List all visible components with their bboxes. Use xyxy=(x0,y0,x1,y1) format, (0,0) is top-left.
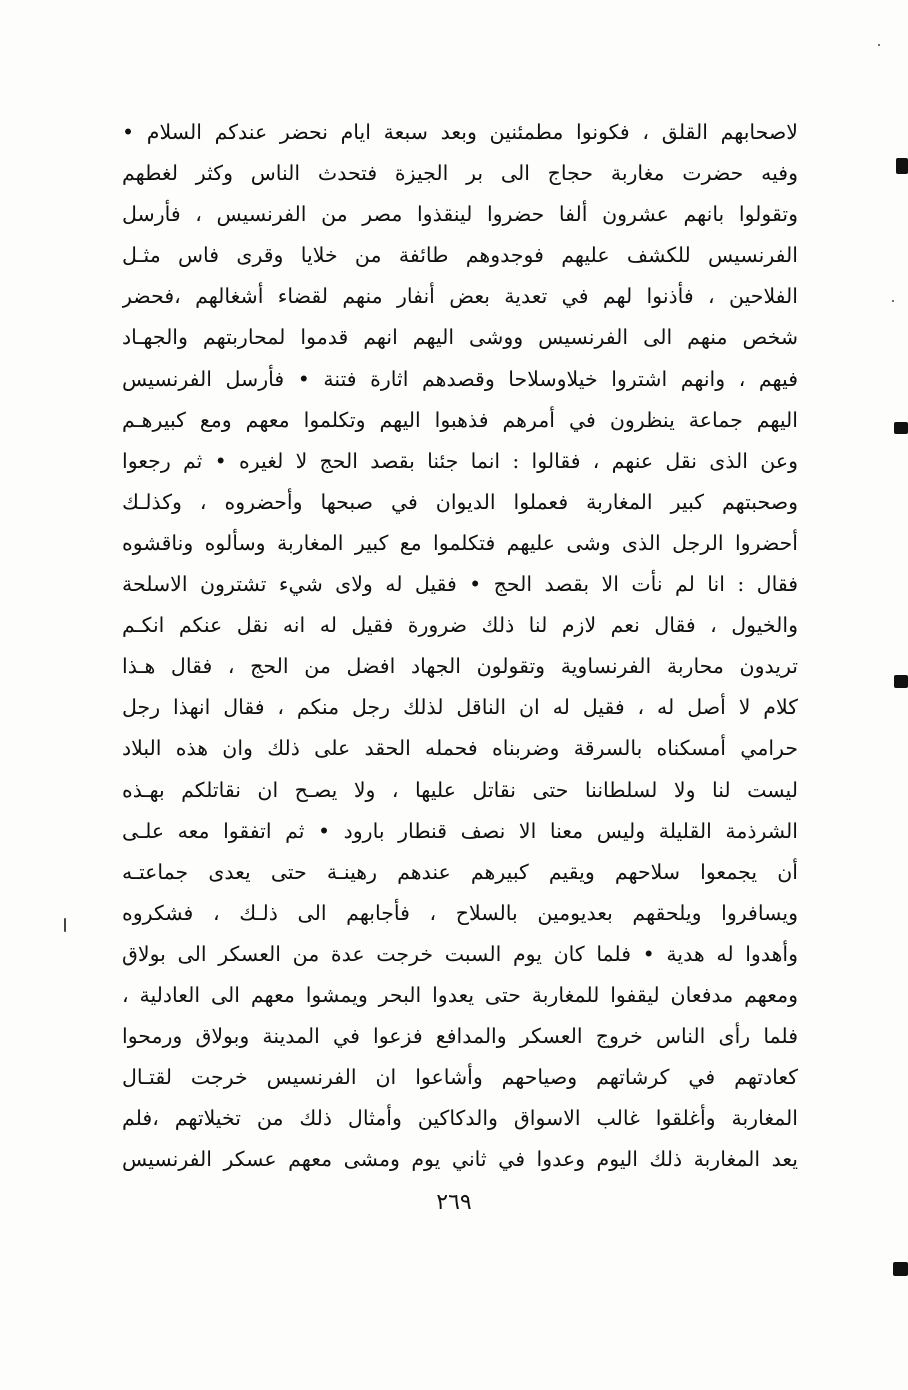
text-line: الفلاحين ، فأذنوا لهم في تعدية بعض أنفار منهم لقضاء أشغالهم ،فحضر xyxy=(122,284,798,309)
text-line: فيهم ، وانهم اشتروا خيلاوسلاحا وقصدهم اثارة فتنة • فأرسل الفرنسيس xyxy=(122,366,798,391)
scan-speck xyxy=(64,918,66,932)
scan-mark xyxy=(893,1262,908,1276)
text-line: ويسافروا ويلحقهم بعديومين بالسلاح ، فأجابهم الى ذلـك ، فشكروه xyxy=(122,900,798,925)
page-number: ٢٦٩ xyxy=(436,1190,472,1215)
text-line: وصحبتهم كبير المغاربة فعملوا الديوان في صبحها وأحضروه ، وكذلـك xyxy=(122,489,798,514)
text-line: وأهدوا له هدية • فلما كان يوم السبت خرجت عدة من العسكر الى بولاق xyxy=(122,941,798,966)
body-text xyxy=(122,112,798,1180)
text-line: أن يجمعوا سلاحهم ويقيم كبيرهم عندهم رهينـة حتى يعدى جماعتـه xyxy=(122,859,798,884)
scan-speck xyxy=(892,300,894,302)
scan-mark xyxy=(894,675,908,688)
text-line: وفيه حضرت مغاربة حجاج الى بر الجيزة فتحدث الناس وكثر لغطهم xyxy=(122,161,798,186)
text-line: كلام لا أصل له ، فقيل له ان الناقل لذلك رجل منكم ، فقال انهذا رجل xyxy=(122,695,798,720)
text-line: المغاربة وأغلقوا غالب الاسواق والدكاكين وأمثال ذلك من تخيلاتهم ،فلم xyxy=(122,1106,798,1131)
text-line: أحضروا الرجل الذى وشى عليهم فتكلموا مع كبير المغاربة وسألوه وناقشوه xyxy=(122,530,798,555)
text-line: فقال : انا لم نأت الا بقصد الحج • فقيل له ولاى شيء تشترون الاسلحة xyxy=(122,572,798,597)
text-line: شخص منهم الى الفرنسيس ووشى اليهم انهم قدموا لمحاربتهم والجهـاد xyxy=(122,325,798,350)
text-line: يعد المغاربة ذلك اليوم وعدوا في ثاني يوم ومشى معهم عسكر الفرنسيس xyxy=(122,1147,798,1172)
text-line: والخيول ، فقال نعم لازم لنا ذلك ضرورة فقيل له انه نقل عنكم انكـم xyxy=(122,613,798,638)
text-line: وعن الذى نقل عنهم ، فقالوا : انما جئنا بقصد الحج لا لغيره • ثم رجعوا xyxy=(122,448,798,473)
text-line: تريدون محاربة الفرنساوية وتقولون الجهاد افضل من الحج ، فقال هـذا xyxy=(122,654,798,679)
text-line: ومعهم مدفعان ليقفوا للمغاربة حتى يعدوا البحر ويمشوا معهم الى العادلية ، xyxy=(122,982,798,1007)
text-line: الشرذمة القليلة وليس معنا الا نصف قنطار بارود • ثم اتفقوا معه علـى xyxy=(122,818,798,843)
text-line: ليست لنا ولا لسلطاننا حتى نقاتل عليها ، ولا يصـح ان نقاتلكم بهـذه xyxy=(122,777,798,802)
text-line: كعادتهم في كرشاتهم وصياحهم وأشاعوا ان الفرنسيس خرجت لقتـال xyxy=(122,1065,798,1090)
text-line: لاصحابهم القلق ، فكونوا مطمئنين وبعد سبعة ايام نحضر عندكم السلام • xyxy=(122,120,798,144)
text-line: حرامي أمسكناه بالسرقة وضربناه فحمله الحقد على ذلك وان هذه البلاد xyxy=(122,736,798,761)
scan-mark xyxy=(896,158,908,174)
scan-speck xyxy=(878,44,880,46)
text-line: وتقولوا بانهم عشرون ألفا حضروا لينقذوا مصر من الفرنسيس ، فأرسل xyxy=(122,202,798,227)
text-line: فلما رأى الناس خروج العسكر والمدافع فزعوا في المدينة وبولاق ورمحوا xyxy=(122,1024,798,1049)
text-line: اليهم جماعة ينظرون في أمرهم فذهبوا اليهم وتكلموا معهم ومع كبيرهـم xyxy=(122,407,798,432)
scan-mark xyxy=(894,422,908,434)
text-line: الفرنسيس للكشف عليهم فوجدوهم طائفة من خلايا وقرى فاس مثـل xyxy=(122,243,798,268)
